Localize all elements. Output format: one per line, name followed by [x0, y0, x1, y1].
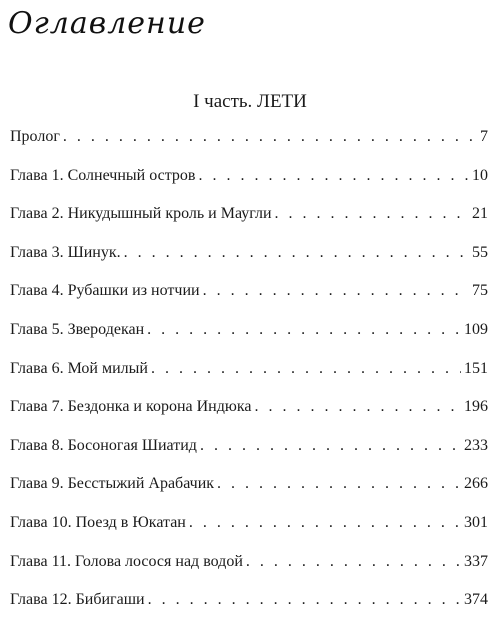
dot-leader: [203, 276, 469, 306]
toc-entry[interactable]: [10, 315, 488, 354]
toc-entry-page: 10: [472, 166, 488, 184]
toc-entry-page: 109: [464, 320, 488, 338]
dot-leader: [275, 199, 469, 229]
dot-leader: [63, 122, 477, 152]
toc-entry-title: Глава 5. Зверодекан: [10, 320, 145, 338]
toc-entry-page: 55: [472, 243, 488, 261]
toc-entry-page: 337: [464, 552, 488, 570]
toc-entry[interactable]: [10, 547, 488, 586]
toc-entry-title: Глава 12. Бибигаши: [10, 591, 145, 609]
toc-entry-title: Глава 6. Мой милый: [10, 359, 148, 377]
table-of-contents: [10, 122, 488, 624]
page-title: Оглавление: [8, 6, 206, 41]
toc-entry-title: Глава 10. Поезд в Юкатан: [10, 513, 186, 531]
toc-entry[interactable]: [10, 238, 488, 277]
toc-entry-title: Глава 3. Шинук.: [10, 243, 121, 261]
toc-entry-page: 151: [464, 359, 488, 377]
toc-entry-title: Пролог: [10, 128, 60, 145]
toc-entry-title: Глава 9. Бесстыжий Арабачик: [10, 475, 215, 493]
dot-leader: [148, 585, 461, 615]
toc-entry[interactable]: [10, 469, 488, 508]
dot-leader: [147, 315, 461, 345]
toc-entry-page: 233: [464, 436, 488, 454]
toc-entry-title: Глава 2. Никудышный кроль и Маугли: [10, 205, 272, 223]
toc-entry-title: Глава 4. Рубашки из нотчии: [10, 282, 200, 300]
toc-entry-page: 266: [464, 475, 488, 493]
dot-leader: [189, 508, 461, 538]
dot-leader: [200, 431, 461, 461]
toc-entry[interactable]: [10, 431, 488, 470]
toc-entry-title: Глава 7. Бездонка и корона Индюка: [10, 398, 252, 416]
toc-entry-page: 196: [464, 398, 488, 416]
toc-entry[interactable]: [10, 508, 488, 547]
toc-entry-title: Глава 1. Солнечный остров: [10, 166, 196, 184]
toc-entry[interactable]: [10, 585, 488, 624]
toc-entry-page: 301: [464, 513, 488, 531]
dot-leader: [151, 354, 461, 384]
toc-entry-page: 374: [464, 591, 488, 609]
toc-entry-page: 75: [472, 282, 488, 300]
dot-leader: [254, 392, 461, 422]
toc-entry-title: Глава 11. Голова лосося над водой: [10, 552, 243, 570]
dot-leader: [124, 238, 469, 268]
toc-entry-title: Глава 8. Босоногая Шиатид: [10, 436, 197, 454]
toc-entry-page: 21: [472, 205, 488, 223]
part-heading: I часть. ЛЕТИ: [193, 91, 307, 112]
toc-entry[interactable]: [10, 392, 488, 431]
dot-leader: [217, 469, 461, 499]
dot-leader: [246, 547, 461, 577]
toc-entry-page: 7: [480, 128, 488, 145]
toc-entry[interactable]: [10, 276, 488, 315]
toc-entry[interactable]: [10, 122, 488, 161]
dot-leader: [198, 161, 469, 191]
toc-entry[interactable]: [10, 161, 488, 200]
toc-entry[interactable]: [10, 354, 488, 393]
toc-entry[interactable]: [10, 199, 488, 238]
